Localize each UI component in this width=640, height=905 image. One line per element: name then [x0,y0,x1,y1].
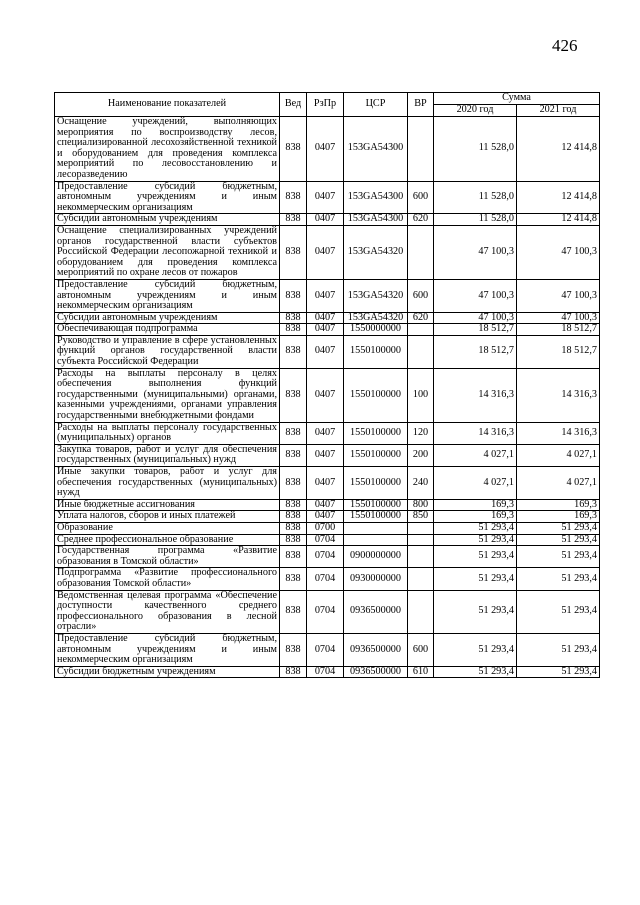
table-row [55,546,600,568]
sum-2021-cell: 12 414,8 [517,117,600,182]
vr-cell [408,324,434,336]
row-name-cell: Иные бюджетные ассигнования [55,499,280,511]
rzpr-cell: 0704 [307,546,344,568]
rzpr-cell: 0407 [307,312,344,324]
table-row [55,324,600,336]
ved-cell: 838 [280,568,307,590]
sum-2020-cell: 4 027,1 [434,467,517,500]
budget-table [54,92,600,678]
rzpr-cell: 0704 [307,568,344,590]
vr-cell [408,534,434,546]
sum-2021-cell: 4 027,1 [517,467,600,500]
sum-2020-cell: 169,3 [434,511,517,523]
rzpr-cell: 0704 [307,666,344,678]
ved-cell: 838 [280,534,307,546]
table-row [55,511,600,523]
sum-2021-cell: 51 293,4 [517,666,600,678]
ved-cell: 838 [280,225,307,279]
ved-cell: 838 [280,312,307,324]
ved-cell: 838 [280,335,307,368]
row-name-cell: Субсидии автономным учреждениям [55,312,280,324]
sum-2020-cell: 47 100,3 [434,279,517,312]
vr-cell: 620 [408,312,434,324]
row-name-cell: Уплата налогов, сборов и иных платежей [55,511,280,523]
rzpr-cell: 0407 [307,511,344,523]
table-row [55,214,600,226]
sum-2020-cell: 169,3 [434,499,517,511]
header-sum: Сумма [434,93,600,105]
vr-cell: 600 [408,633,434,666]
csr-cell: 153GA54300 [344,214,408,226]
sum-2020-cell: 51 293,4 [434,666,517,678]
sum-2020-cell: 47 100,3 [434,225,517,279]
sum-2021-cell: 4 027,1 [517,444,600,466]
rzpr-cell: 0407 [307,225,344,279]
sum-2021-cell: 51 293,4 [517,534,600,546]
vr-cell: 100 [408,368,434,422]
row-name-cell: Предоставление субсидий бюджетным, автономным учреждениям и иным некоммерческим организациям [55,181,280,214]
rzpr-cell: 0407 [307,279,344,312]
row-name-cell: Оснащение учреждений, выполняющих мероприятия по воспроизводству лесов, специализированной лесохозяйственной техникой и оборудованием для проведения комплекса мероприятий по лесовосстановлению и лесоразведению [55,117,280,182]
header-year-2020: 2020 год [434,105,517,117]
header-year-2021: 2021 год [517,105,600,117]
ved-cell: 838 [280,546,307,568]
rzpr-cell: 0407 [307,117,344,182]
sum-2020-cell: 51 293,4 [434,568,517,590]
header-vr: ВР [408,93,434,117]
ved-cell: 838 [280,214,307,226]
sum-2020-cell: 18 512,7 [434,335,517,368]
vr-cell: 600 [408,181,434,214]
table-row [55,181,600,214]
vr-cell: 620 [408,214,434,226]
csr-cell: 1550100000 [344,368,408,422]
row-name-cell: Субсидии бюджетным учреждениям [55,666,280,678]
rzpr-cell: 0704 [307,534,344,546]
vr-cell [408,117,434,182]
rzpr-cell: 0704 [307,633,344,666]
vr-cell: 200 [408,444,434,466]
table-row [55,467,600,500]
rzpr-cell: 0704 [307,590,344,633]
csr-cell: 0936500000 [344,666,408,678]
ved-cell: 838 [280,444,307,466]
sum-2021-cell: 18 512,7 [517,335,600,368]
row-name-cell: Образование [55,522,280,534]
header-ved: Вед [280,93,307,117]
ved-cell: 838 [280,499,307,511]
table-body [55,117,600,678]
vr-cell [408,335,434,368]
sum-2020-cell: 11 528,0 [434,117,517,182]
sum-2020-cell: 11 528,0 [434,214,517,226]
csr-cell: 0900000000 [344,546,408,568]
sum-2021-cell: 47 100,3 [517,312,600,324]
table-row [55,422,600,444]
csr-cell: 1550100000 [344,511,408,523]
csr-cell: 153GA54320 [344,279,408,312]
table-row [55,312,600,324]
csr-cell: 153GA54300 [344,181,408,214]
sum-2021-cell: 12 414,8 [517,181,600,214]
sum-2020-cell: 4 027,1 [434,444,517,466]
ved-cell: 838 [280,511,307,523]
sum-2020-cell: 51 293,4 [434,633,517,666]
csr-cell: 1550100000 [344,422,408,444]
rzpr-cell: 0407 [307,422,344,444]
row-name-cell: Субсидии автономным учреждениям [55,214,280,226]
header-csr: ЦСР [344,93,408,117]
row-name-cell: Иные закупки товаров, работ и услуг для обеспечения государственных (муниципальных) нужд [55,467,280,500]
csr-cell: 153GA54320 [344,225,408,279]
ved-cell: 838 [280,467,307,500]
row-name-cell: Предоставление субсидий бюджетным, автономным учреждениям и иным некоммерческим организациям [55,633,280,666]
ved-cell: 838 [280,422,307,444]
ved-cell: 838 [280,368,307,422]
sum-2021-cell: 14 316,3 [517,368,600,422]
row-name-cell: Предоставление субсидий бюджетным, автономным учреждениям и иным некоммерческим организациям [55,279,280,312]
table-row [55,590,600,633]
table-row [55,534,600,546]
table-row [55,499,600,511]
sum-2021-cell: 47 100,3 [517,279,600,312]
sum-2020-cell: 51 293,4 [434,522,517,534]
sum-2021-cell: 12 414,8 [517,214,600,226]
ved-cell: 838 [280,633,307,666]
rzpr-cell: 0407 [307,368,344,422]
sum-2021-cell: 169,3 [517,499,600,511]
table-row [55,444,600,466]
sum-2021-cell: 51 293,4 [517,590,600,633]
rzpr-cell: 0407 [307,467,344,500]
vr-cell: 850 [408,511,434,523]
csr-cell: 153GA54300 [344,117,408,182]
row-name-cell: Расходы на выплаты персоналу в целях обеспечения выполнения функций государственными (муниципальными) органами, казенными учреждениями, органами управления государственными внебюджетными фондами [55,368,280,422]
csr-cell [344,522,408,534]
vr-cell [408,546,434,568]
vr-cell [408,568,434,590]
vr-cell: 800 [408,499,434,511]
ved-cell: 838 [280,590,307,633]
vr-cell: 240 [408,467,434,500]
csr-cell: 1550100000 [344,467,408,500]
sum-2021-cell: 169,3 [517,511,600,523]
csr-cell: 153GA54320 [344,312,408,324]
row-name-cell: Оснащение специализированных учреждений органов государственной власти субъектов Российской Федерации лесопожарной техникой и оборудованием для проведения комплекса мероприятий по охране лесов от пожаров [55,225,280,279]
row-name-cell: Закупка товаров, работ и услуг для обеспечения государственных (муниципальных) нужд [55,444,280,466]
row-name-cell: Подпрограмма «Развитие профессионального образования Томской области» [55,568,280,590]
ved-cell: 838 [280,117,307,182]
vr-cell [408,522,434,534]
sum-2021-cell: 51 293,4 [517,633,600,666]
ved-cell: 838 [280,279,307,312]
csr-cell: 0936500000 [344,633,408,666]
vr-cell [408,590,434,633]
ved-cell: 838 [280,181,307,214]
table-row [55,368,600,422]
vr-cell: 600 [408,279,434,312]
table-row [55,522,600,534]
csr-cell: 0936500000 [344,590,408,633]
header-rzpr: РзПр [307,93,344,117]
sum-2021-cell: 51 293,4 [517,522,600,534]
table-row [55,568,600,590]
rzpr-cell: 0407 [307,499,344,511]
table-row [55,279,600,312]
sum-2020-cell: 47 100,3 [434,312,517,324]
csr-cell [344,534,408,546]
rzpr-cell: 0407 [307,444,344,466]
csr-cell: 0930000000 [344,568,408,590]
row-name-cell: Ведомственная целевая программа «Обеспечение доступности качественного среднего профессионального образования в лесной отрасли» [55,590,280,633]
csr-cell: 1550100000 [344,499,408,511]
sum-2020-cell: 51 293,4 [434,546,517,568]
sum-2020-cell: 14 316,3 [434,422,517,444]
table-row [55,117,600,182]
rzpr-cell: 0407 [307,324,344,336]
row-name-cell: Обеспечивающая подпрограмма [55,324,280,336]
header-name: Наименование показателей [55,93,280,117]
row-name-cell: Государственная программа «Развитие образования в Томской области» [55,546,280,568]
row-name-cell: Руководство и управление в сфере установленных функций органов государственной власти субъекта Российской Федерации [55,335,280,368]
rzpr-cell: 0407 [307,214,344,226]
csr-cell: 1550000000 [344,324,408,336]
vr-cell: 610 [408,666,434,678]
table-row [55,335,600,368]
table-row [55,633,600,666]
row-name-cell: Расходы на выплаты персоналу государственных (муниципальных) органов [55,422,280,444]
sum-2020-cell: 11 528,0 [434,181,517,214]
table-row [55,666,600,678]
sum-2021-cell: 14 316,3 [517,422,600,444]
vr-cell: 120 [408,422,434,444]
sum-2020-cell: 51 293,4 [434,534,517,546]
ved-cell: 838 [280,666,307,678]
rzpr-cell: 0407 [307,335,344,368]
sum-2021-cell: 51 293,4 [517,546,600,568]
rzpr-cell: 0700 [307,522,344,534]
sum-2020-cell: 18 512,7 [434,324,517,336]
ved-cell: 838 [280,324,307,336]
ved-cell: 838 [280,522,307,534]
row-name-cell: Среднее профессиональное образование [55,534,280,546]
sum-2021-cell: 47 100,3 [517,225,600,279]
table-row [55,225,600,279]
sum-2021-cell: 18 512,7 [517,324,600,336]
sum-2021-cell: 51 293,4 [517,568,600,590]
csr-cell: 1550100000 [344,335,408,368]
rzpr-cell: 0407 [307,181,344,214]
csr-cell: 1550100000 [344,444,408,466]
sum-2020-cell: 14 316,3 [434,368,517,422]
vr-cell [408,225,434,279]
sum-2020-cell: 51 293,4 [434,590,517,633]
page-number: 426 [552,36,578,55]
